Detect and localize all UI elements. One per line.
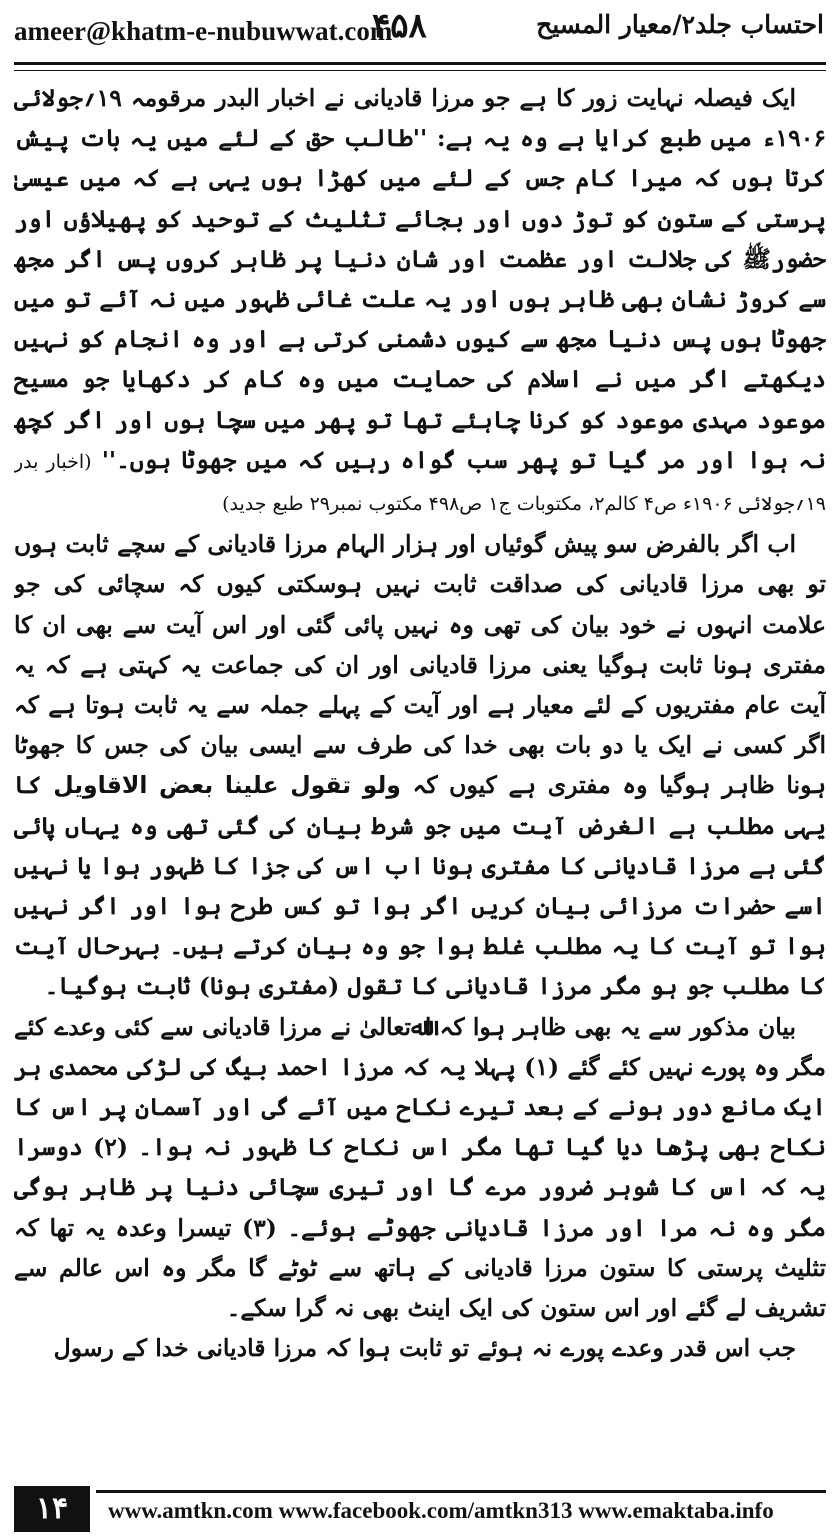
paragraph-text: اب اگر بالفرض سو پیش گوئیاں اور ہزار الہام مرزا قادیانی کے سچے ثابت ہوں تو بھی مرزا قادیانی کی صداقت ثابت نہیں ہوسکتی کیوں کہ سچائی کی جو علامت انہوں نے خود بیان کی تھی وہ نہیں پائی گئی اور اس آیت سے بھی ان کا مفتری ہونا ثابت ہوگیا یعنی مرزا قادیانی اور ان کی جماعت یہ کہتی ہے کہ یہ آیت عام مفتریوں کے لئے معیار ہے اور آیت کے پہلے جملہ سے یہ ثابت ہوتا ہے کہ اگر کسی نے ایک یا دو بات بھی خدا کی طرف سے ایسی بیان کی جس کا جھوٹا ہونا ظاہر ہوگیا وہ مفتری ہے کیوں کہ xyxy=(14,530,826,800)
page-number: ۴۵۸ xyxy=(372,6,427,46)
paragraph-text: جب اس قدر وعدے پورے نہ ہوئے تو ثابت ہوا کہ مرزا قادیانی خدا کے رسول xyxy=(53,1334,796,1363)
paragraph-text: بیان مذکور سے یہ بھی ظاہر ہوا کہ اﷲتعالیٰ نے مرزا قادیانی سے کئی وعدے کئے مگر وہ پورے نہیں کئے گئے (۱) پہلا یہ کہ مرزا احمد بیگ کی لڑکی محمدی ہر ایک مانع دور ہونے کے بعد تیرے نکاح میں آئے گی اور آسمان پر اس کا نکاح بھی پڑھا دیا گیا تھا مگر اس نکاح کا ظہور نہ ہوا۔ (۲) دوسرا یہ کہ اس کا شوہر ضرور مرے گا اور تیری سچائی دنیا پر ظاہر ہوگی مگر وہ نہ مرا اور مرزا قادیانی جھوٹے ہوئے۔ (۳) تیسرا وعدہ یہ تھا کہ تثلیث پرستی کا ستون مرزا قادیانی کے ہاتھ سے ٹوٹے گا مگر وہ اس عالم سے تشریف لے گئے اور اس ستون کی ایک اینٹ بھی نہ گرا سکے۔ xyxy=(14,1012,826,1323)
page-footer xyxy=(0,1484,840,1540)
paragraph xyxy=(14,524,826,1006)
citation: (اخبار بدر ۱۹؍جولائی ۱۹۰۶ء ص۴ کالم۲، مکتوبات ج۱ ص۴۹۸ مکتوب نمبر۲۹ طبع جدید) xyxy=(14,450,826,516)
paragraph xyxy=(14,1007,826,1329)
page-body xyxy=(14,78,826,1468)
footer-links: www.amtkn.com www.facebook.com/amtkn313 www.emaktaba.info xyxy=(108,1498,774,1523)
paragraph xyxy=(14,1328,826,1368)
footer-divider xyxy=(96,1490,826,1497)
quranic-quote: ولو تقول علینا بعض الاقاویل xyxy=(53,771,401,800)
page-header xyxy=(0,0,840,70)
paragraph-text: ایک فیصلہ نہایت زور کا ہے جو مرزا قادیانی نے اخبار البدر مرقومہ ۱۹؍جولائی ۱۹۰۶ء میں طبع کرایا ہے وہ یہ ہے: ''طالب حق کے لئے میں یہ بات پیش کرتا ہوں کہ میرا کام جس کے لئے میں کھڑا ہوں یہی ہے کہ میں عیسیٰ پرستی کے ستون کو توڑ دوں اور بجائے تثلیث کے توحید کو پھیلاؤں اور حضورﷺ کی جلالت اور عظمت اور شان دنیا پر ظاہر کروں پس اگر مجھ سے کروڑ نشان بھی ظاہر ہوں اور یہ علت غائی ظہور میں نہ آئے تو میں جھوٹا ہوں پس دنیا مجھ سے کیوں دشمنی کرتی ہے اور وہ انجام کو نہیں دیکھتے اگر میں نے اسلام کی حمایت میں وہ کام کر دکھایا جو مسیح موعود مہدی موعود کو کرنا چاہئے تھا تو پھر میں سچا ہوں اور اگر کچھ نہ ہوا اور مر گیا تو پھر سب گواہ رہیں کہ میں جھوٹا ہوں۔'' xyxy=(14,84,826,474)
paragraph-text: کا یہی مطلب ہے الغرض آیت میں جو شرط بیان کی گئی تھی وہ یہاں پائی گئی ہے مرزا قادیانی کا مفتری ہونا اب اس کی جزا کا ظہور ہوا یا نہیں اسے حضرات مرزائی بیان کریں اگر ہوا تو کس طرح ہوا اور اگر نہیں ہوا تو آیت کا یہ مطلب غلط ہوا جو وہ بیان کرتے ہیں۔ بہرحال آیت کا مطلب جو ہو مگر مرزا قادیانی کا تقول (مفتری ہونا) ثابت ہوگیا۔ xyxy=(14,771,826,1001)
paragraph xyxy=(14,78,826,524)
header-divider xyxy=(14,62,826,71)
header-email: ameer@khatm-e-nubuwwat.com xyxy=(14,16,393,46)
footer-page-count: ۱۴ xyxy=(14,1486,90,1532)
book-title: احتساب جلد۲/معیار المسیح xyxy=(536,10,824,39)
